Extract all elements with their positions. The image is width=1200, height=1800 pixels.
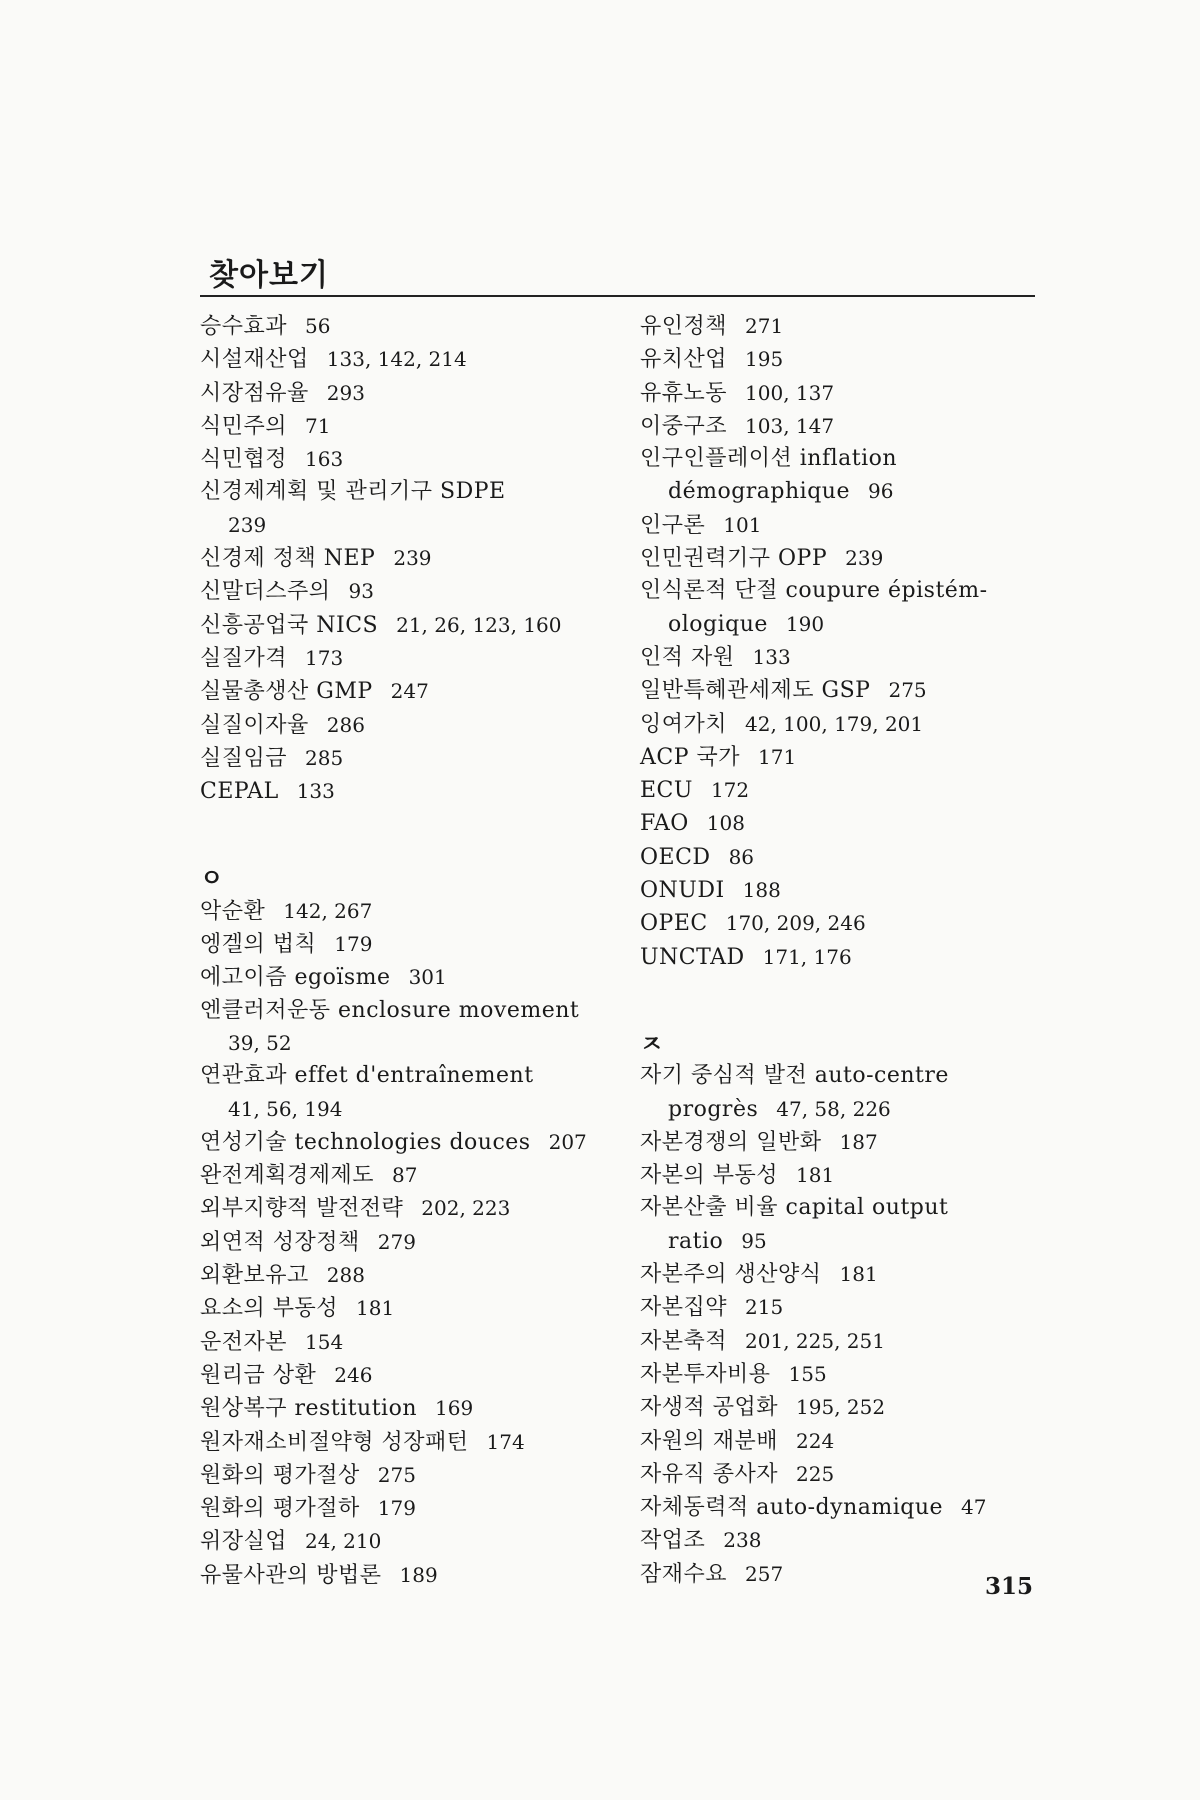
index-entry	[200, 1459, 620, 1492]
index-entry	[200, 343, 620, 376]
index-pages: 257	[745, 1561, 784, 1586]
index-term: 자생적 공업화	[640, 1395, 779, 1421]
index-pages: 171	[758, 744, 797, 769]
index-entry	[200, 775, 620, 808]
index-entry	[200, 642, 620, 675]
index-term: démographique	[668, 479, 850, 505]
index-pages: 275	[377, 1462, 416, 1487]
index-entry	[640, 1524, 1060, 1557]
index-term: 시설재산업	[200, 347, 309, 373]
index-pages: 47, 58, 226	[776, 1096, 891, 1121]
index-entry	[200, 1392, 620, 1425]
index-term: 시장점유율	[200, 380, 309, 406]
index-pages: 142, 267	[283, 898, 373, 923]
index-pages: 239	[845, 546, 884, 571]
index-term: OECD	[640, 844, 711, 870]
index-pages: 215	[745, 1295, 784, 1320]
index-group-heading: ㅈ	[640, 1029, 664, 1058]
index-entry	[200, 675, 620, 708]
index-term: 원화의 평가절하	[200, 1496, 360, 1522]
index-pages: 93	[348, 579, 374, 604]
index-term: 원화의 평가절상	[200, 1462, 360, 1488]
index-pages: 286	[326, 712, 365, 737]
index-entry	[200, 928, 620, 961]
index-entry	[200, 995, 620, 1027]
index-entry	[200, 410, 620, 443]
index-entry-continuation	[640, 608, 1060, 641]
index-entry	[640, 410, 1060, 443]
index-entry	[200, 1192, 620, 1225]
index-term: 실질가격	[200, 645, 288, 671]
index-term: 실질이자율	[200, 712, 309, 738]
index-entry	[640, 641, 1060, 674]
index-term: 자유직 종사자	[640, 1461, 779, 1487]
index-entry	[200, 1226, 620, 1259]
index-pages: 279	[377, 1229, 416, 1254]
index-entry-continuation	[640, 1093, 1060, 1126]
index-entry	[640, 343, 1060, 376]
index-pages: 224	[796, 1428, 835, 1453]
index-pages: 190	[785, 611, 825, 636]
index-term: 유물사관의 방법론	[200, 1562, 382, 1588]
index-entry	[200, 742, 620, 775]
index-term: 원자재소비절약형 성장패턴	[200, 1429, 469, 1455]
index-pages: 301	[408, 965, 447, 990]
index-pages: 173	[305, 645, 344, 670]
index-term: 이중구조	[640, 413, 728, 439]
index-term: ACP 국가	[640, 744, 741, 770]
index-pages: 195, 252	[796, 1395, 886, 1420]
index-pages: 288	[326, 1263, 365, 1288]
index-pages: 169	[435, 1396, 474, 1421]
index-term: 인구론	[640, 512, 706, 538]
index-pages: 207	[548, 1129, 587, 1154]
index-term: OPEC	[640, 911, 708, 937]
index-pages: 133	[296, 779, 335, 804]
index-pages: 201, 225, 251	[745, 1328, 885, 1353]
index-entry	[640, 1391, 1060, 1424]
group-spacer	[640, 974, 1060, 1006]
index-entry-continuation	[640, 1225, 1060, 1258]
index-pages: 133, 142, 214	[326, 347, 467, 372]
index-term: 자본축적	[640, 1328, 728, 1354]
index-entry	[640, 674, 1060, 707]
index-entry	[640, 310, 1060, 343]
index-pages: 95	[741, 1228, 767, 1253]
index-pages: 87	[392, 1163, 418, 1188]
index-term: FAO	[640, 811, 689, 837]
index-term: 외환보유고	[200, 1263, 309, 1289]
index-pages: 71	[305, 413, 331, 438]
index-entry	[200, 443, 620, 476]
index-entry-continuation	[200, 509, 620, 542]
index-term: ONUDI	[640, 878, 725, 904]
index-pages: 21, 26, 123, 160	[396, 612, 562, 637]
index-pages: 189	[399, 1562, 438, 1587]
index-entry	[640, 509, 1060, 542]
index-term: 외연적 성장정책	[200, 1229, 360, 1255]
index-entry	[200, 1060, 620, 1092]
index-term: 자본집약	[640, 1295, 728, 1321]
index-entry	[640, 1159, 1060, 1192]
index-pages: 174	[486, 1429, 525, 1454]
index-entry	[640, 941, 1060, 974]
index-term: 인구인플레이션 inflation	[640, 446, 898, 472]
index-term: 완전계획경제제도	[200, 1163, 375, 1189]
page-number: 315	[985, 1573, 1034, 1600]
index-entry	[640, 907, 1060, 940]
index-pages: 163	[305, 447, 344, 472]
index-entry	[200, 1326, 620, 1359]
index-entry	[640, 575, 1060, 607]
index-entry	[200, 1525, 620, 1558]
index-group-heading: ㅇ	[200, 864, 224, 893]
index-entry	[200, 1159, 620, 1192]
index-term: 식민협정	[200, 447, 288, 473]
index-entry	[640, 377, 1060, 410]
index-term: 연관효과 effet d'entraînement	[200, 1063, 534, 1089]
index-term: 신말더스주의	[200, 579, 331, 605]
index-entry	[640, 708, 1060, 741]
index-term: 자본산출 비율 capital output	[640, 1195, 949, 1221]
index-entry	[640, 807, 1060, 840]
index-pages: 285	[305, 745, 344, 770]
index-column-left	[200, 310, 620, 1592]
index-term: 신경제계획 및 관리기구 SDPE	[200, 479, 506, 505]
index-term: ologique	[668, 611, 768, 637]
index-entry	[200, 1292, 620, 1325]
index-entry	[640, 542, 1060, 575]
index-entry	[200, 1492, 620, 1525]
index-pages: 154	[305, 1329, 344, 1354]
index-entry	[200, 895, 620, 928]
index-pages: 293	[326, 380, 365, 405]
index-pages: 86	[728, 844, 755, 869]
index-entry	[200, 1559, 620, 1592]
index-entry	[640, 1491, 1060, 1524]
index-term: 일반특혜관세제도 GSP	[640, 678, 871, 704]
index-pages: 247	[390, 679, 429, 704]
index-term: 엥겔의 법칙	[200, 932, 317, 958]
index-entry	[640, 1358, 1060, 1391]
index-term: 유치산업	[640, 347, 728, 373]
index-entry	[640, 1458, 1060, 1491]
index-entry	[640, 1291, 1060, 1324]
index-entry-continuation	[200, 1093, 620, 1126]
index-term: CEPAL	[200, 779, 279, 805]
index-pages: 271	[745, 314, 784, 338]
header-rule	[200, 295, 1035, 297]
index-term: 실질임금	[200, 745, 288, 771]
index-term: 외부지향적 발전전략	[200, 1196, 404, 1222]
index-term: 원리금 상환	[200, 1362, 317, 1388]
index-entry-continuation	[640, 475, 1060, 508]
index-pages: 96	[867, 479, 894, 504]
index-term: 에고이즘 egoïsme	[200, 965, 391, 991]
index-pages: 225	[796, 1461, 835, 1486]
index-entry-continuation	[200, 1027, 620, 1060]
index-pages: 101	[723, 512, 762, 537]
index-column-right	[640, 310, 1060, 1591]
index-pages: 41, 56, 194	[228, 1096, 343, 1121]
index-term: 유인정책	[640, 314, 728, 339]
index-term: 자본의 부동성	[640, 1163, 779, 1189]
index-term: 자체동력적 auto-dynamique	[640, 1495, 944, 1521]
index-entry	[200, 310, 620, 343]
index-pages: 275	[888, 678, 927, 703]
index-entry	[200, 575, 620, 608]
index-pages: 188	[742, 878, 781, 903]
index-entry	[200, 476, 620, 508]
index-pages: 246	[334, 1362, 373, 1387]
index-entry	[200, 609, 620, 642]
index-term: 작업조	[640, 1528, 706, 1554]
index-term: 실물총생산 GMP	[200, 679, 373, 705]
index-entry	[200, 1259, 620, 1292]
index-term: 신경제 정책 NEP	[200, 546, 376, 572]
index-term: 위장실업	[200, 1529, 288, 1555]
index-term: 인민권력기구 OPP	[640, 546, 828, 572]
index-entry	[640, 1060, 1060, 1092]
index-entry	[640, 774, 1060, 807]
index-entry	[640, 741, 1060, 774]
index-term: 엔클러저운동 enclosure movement	[200, 997, 580, 1023]
index-entry	[200, 961, 620, 994]
index-entry	[200, 709, 620, 742]
index-pages: 195	[745, 347, 784, 372]
index-pages: 155	[788, 1361, 827, 1386]
index-pages: 181	[839, 1262, 878, 1287]
index-entry	[640, 1126, 1060, 1159]
index-term: 자본경쟁의 일반화	[640, 1129, 822, 1155]
index-entry	[640, 841, 1060, 874]
index-pages: 108	[706, 811, 745, 836]
index-entry	[200, 542, 620, 575]
index-entry	[200, 1126, 620, 1159]
index-pages: 239	[228, 512, 267, 537]
index-term: 승수효과	[200, 314, 288, 339]
index-term: 악순환	[200, 898, 266, 924]
index-term: 자본투자비용	[640, 1361, 771, 1387]
index-term: 연성기술 technologies douces	[200, 1129, 531, 1155]
index-term: 잠재수요	[640, 1561, 728, 1587]
index-pages: 133	[752, 644, 791, 669]
index-pages: 47	[961, 1495, 987, 1520]
index-term: 신흥공업국 NICS	[200, 612, 379, 638]
index-term: 인식론적 단절 coupure épistém-	[640, 578, 988, 604]
index-pages: 179	[334, 932, 373, 957]
index-entry	[200, 1359, 620, 1392]
index-term: 자기 중심적 발전 auto-centre	[640, 1063, 949, 1089]
index-term: 식민주의	[200, 413, 288, 439]
index-term: UNCTAD	[640, 944, 745, 970]
index-pages: 181	[796, 1163, 835, 1188]
index-entry	[640, 874, 1060, 907]
index-pages: 171, 176	[762, 944, 852, 969]
group-spacer	[200, 808, 620, 840]
index-entry	[640, 443, 1060, 475]
index-entry	[640, 1425, 1060, 1458]
index-pages: 181	[356, 1296, 395, 1321]
index-pages: 179	[377, 1496, 416, 1521]
index-term: ECU	[640, 778, 693, 804]
index-entry	[640, 1192, 1060, 1224]
index-term: progrès	[668, 1096, 759, 1122]
index-pages: 187	[839, 1129, 878, 1154]
index-term: 요소의 부동성	[200, 1296, 339, 1322]
page-title: 찾아보기	[209, 258, 329, 293]
index-pages: 202, 223	[421, 1196, 511, 1221]
index-pages: 170, 209, 246	[725, 911, 866, 936]
index-pages: 100, 137	[745, 380, 835, 405]
index-term: 자본주의 생산양식	[640, 1262, 822, 1288]
index-term: 인적 자원	[640, 644, 735, 670]
index-term: ratio	[668, 1228, 724, 1254]
index-term: 자원의 재분배	[640, 1428, 779, 1454]
index-entry	[200, 377, 620, 410]
index-pages: 238	[723, 1528, 762, 1553]
index-term: 운전자본	[200, 1329, 288, 1355]
index-entry	[640, 1325, 1060, 1358]
index-term: 유휴노동	[640, 380, 728, 406]
index-pages: 24, 210	[305, 1529, 382, 1554]
index-entry	[200, 1426, 620, 1459]
index-entry	[640, 1258, 1060, 1291]
index-pages: 42, 100, 179, 201	[745, 711, 924, 736]
index-term: 잉여가치	[640, 711, 728, 737]
index-pages: 39, 52	[228, 1030, 292, 1055]
index-pages: 56	[305, 314, 331, 338]
index-pages: 239	[393, 546, 432, 571]
index-pages: 103, 147	[745, 413, 835, 438]
index-term: 원상복구 restitution	[200, 1396, 418, 1422]
index-pages: 172	[710, 778, 750, 803]
